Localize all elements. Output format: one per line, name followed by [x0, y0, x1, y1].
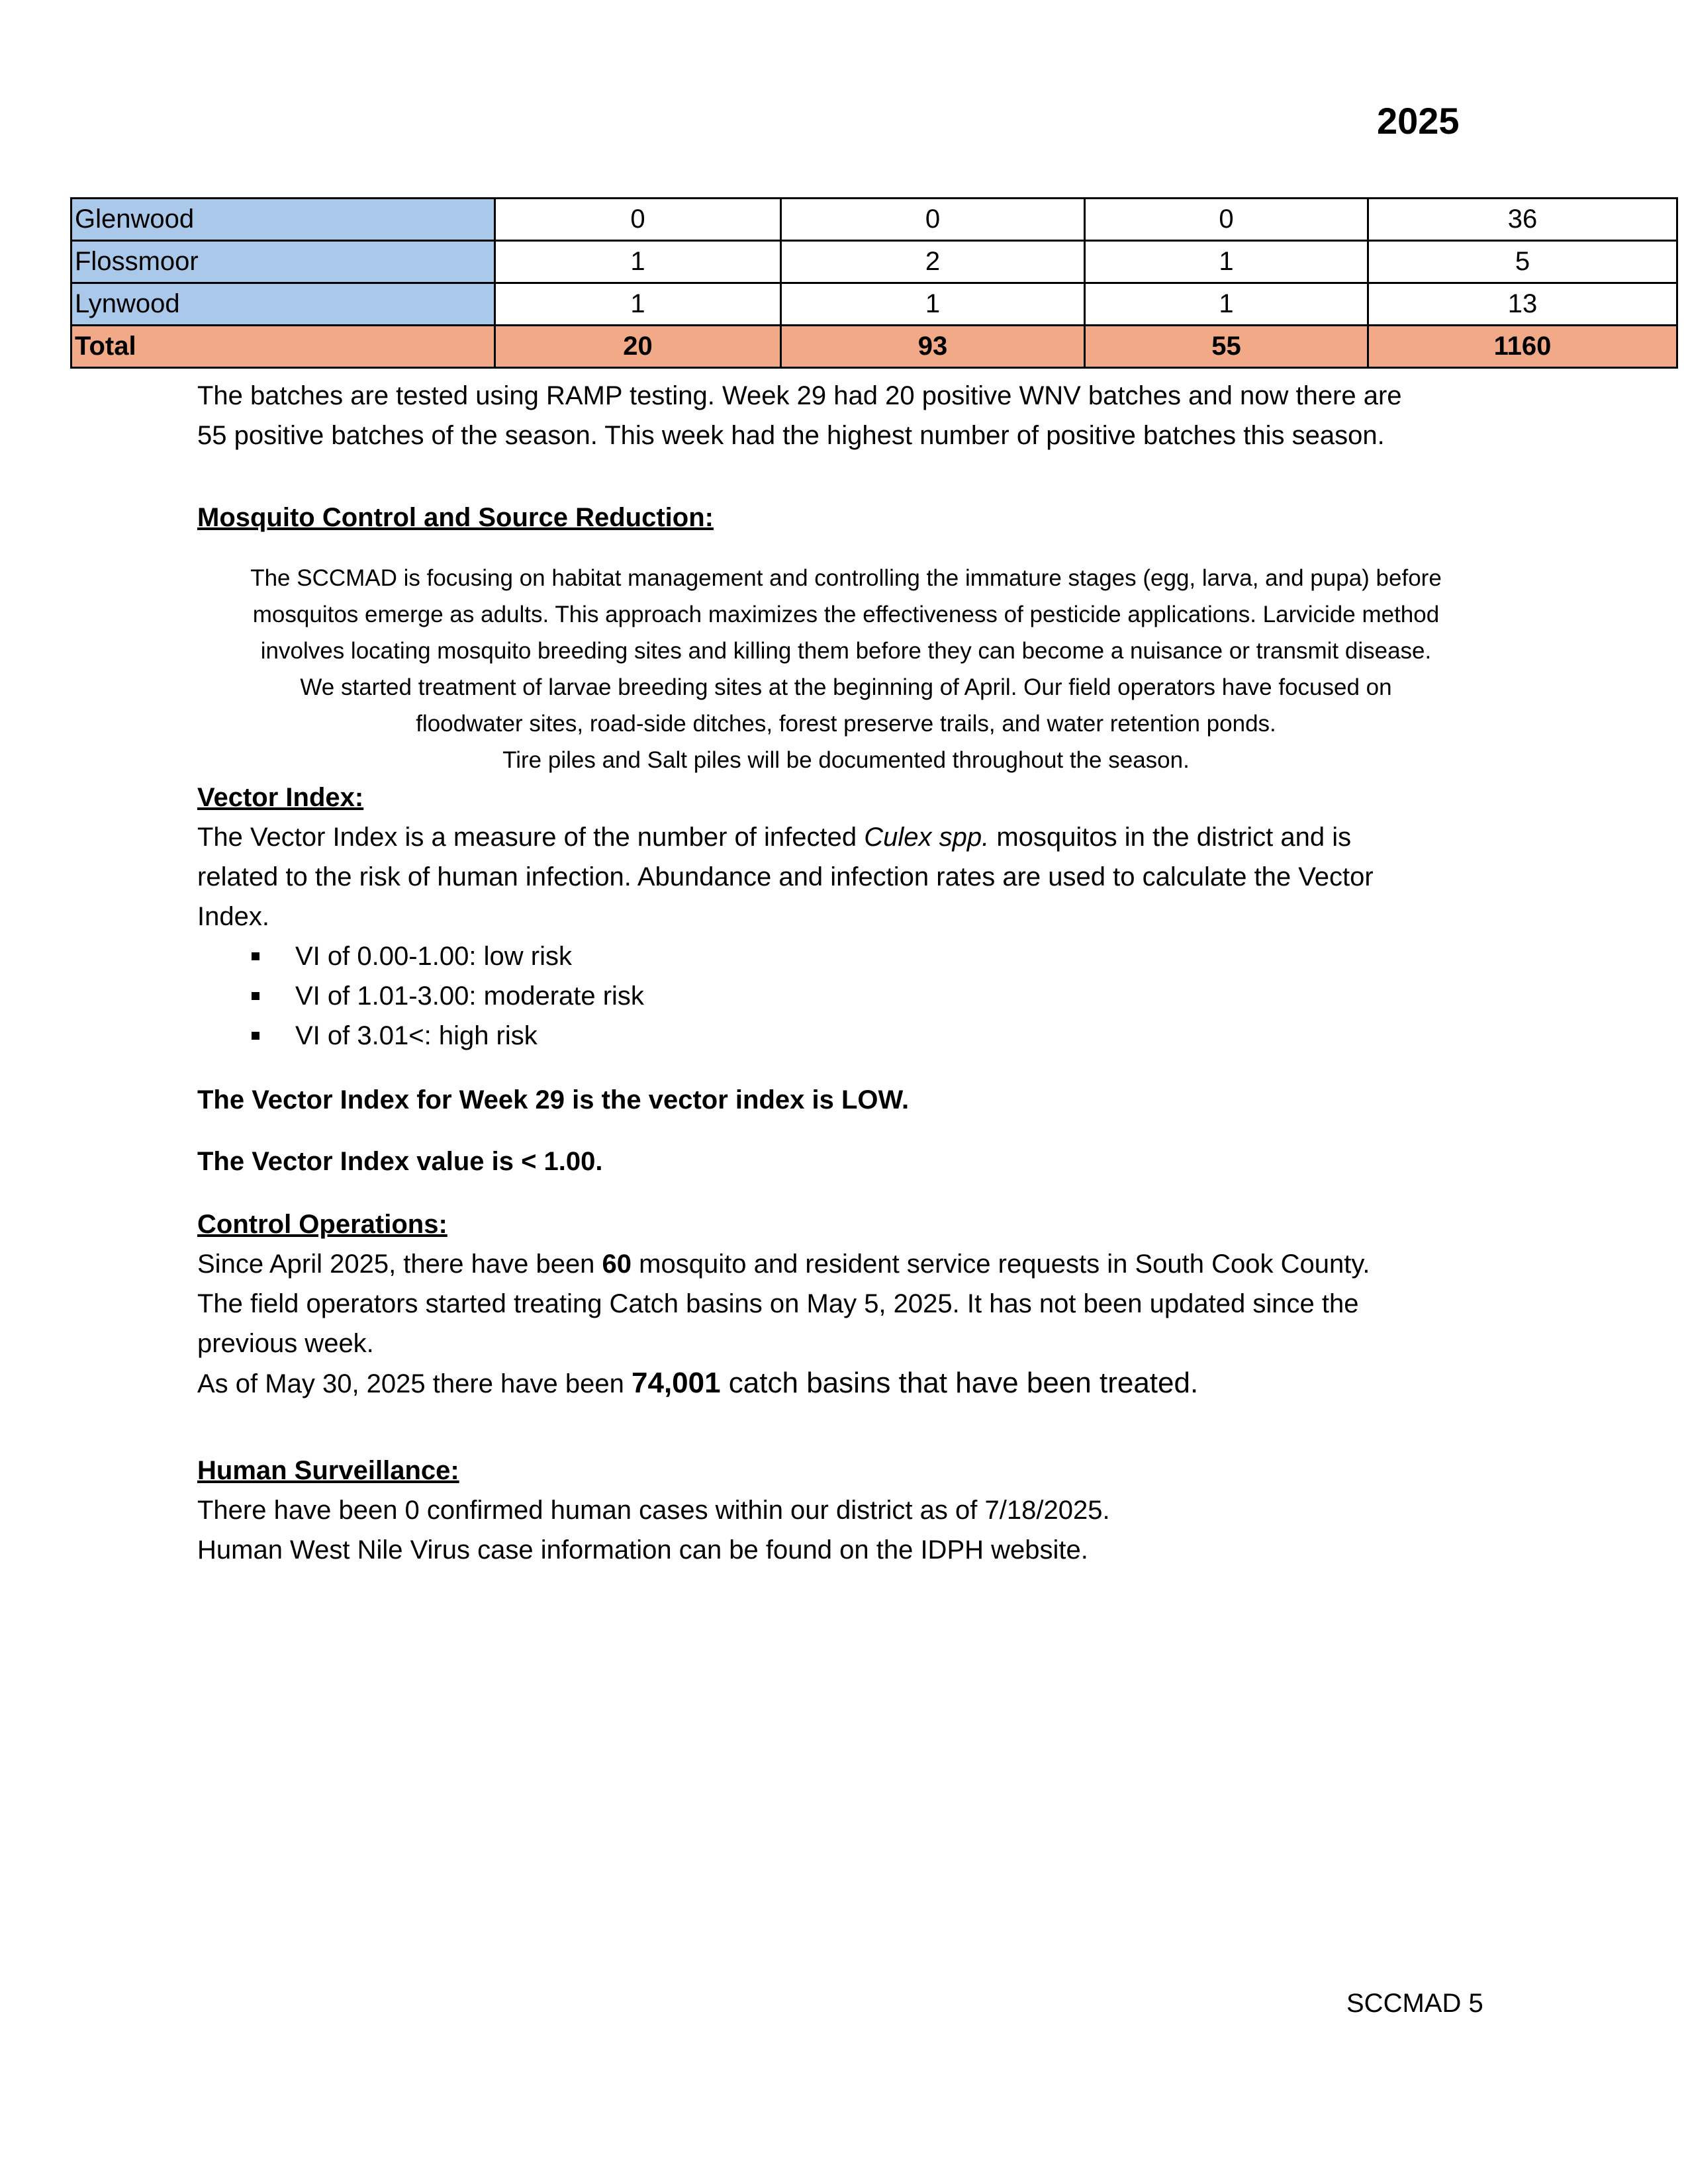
table-cell: 1 [495, 241, 781, 283]
vector-index-statement [197, 1080, 1488, 1120]
positive-batches-table [70, 197, 1678, 369]
bullet-icon [252, 992, 259, 1000]
total-label: Total [71, 326, 495, 368]
intro-line: The batches are tested using RAMP testing. Week 29 had 20 positive WNV batches and now there are [197, 381, 1402, 410]
catch-basin-count: 74,001 [632, 1367, 721, 1399]
body-line: The Vector Index is a measure of the number of infected Culex spp. mosquitos in the district and is [197, 823, 1352, 852]
town-name: Lynwood [71, 283, 495, 326]
table-cell: 13 [1368, 283, 1677, 326]
table-cell: 36 [1368, 199, 1677, 241]
body-line: previous week. [197, 1329, 374, 1358]
town-name: Flossmoor [71, 241, 495, 283]
intro-line: 55 positive batches of the season. This week had the highest number of positive batches this season. [197, 421, 1385, 450]
body-line: We started treatment of larvae breeding sites at the beginning of April. Our field operators have focused on [300, 674, 1392, 700]
table-cell: 0 [781, 199, 1085, 241]
human-surveillance-section [197, 1451, 1488, 1570]
species-name: Culex spp. [864, 823, 990, 852]
body-line: As of May 30, 2025 there have been 74,001 catch basins that have been treated. [197, 1367, 1199, 1399]
intro-paragraph [197, 376, 1488, 455]
body-line: The field operators started treating Catch basins on May 5, 2025. It has not been updated since the [197, 1289, 1359, 1318]
body-line: Index. [197, 902, 269, 931]
body-line: Tire piles and Salt piles will be documented throughout the season. [502, 747, 1190, 773]
statement-line: The Vector Index value is < 1.00. [197, 1147, 603, 1176]
table-cell: 0 [495, 199, 781, 241]
town-name: Glenwood [71, 199, 495, 241]
total-cell: 20 [495, 326, 781, 368]
control-source-body [184, 560, 1508, 778]
body-line: mosquitos emerge as adults. This approach maximizes the effectiveness of pesticide applications. Larvicide method [252, 602, 1440, 627]
list-item: VI of 1.01-3.00: moderate risk [197, 976, 1488, 1016]
table-cell: 2 [781, 241, 1085, 283]
table-row [71, 199, 1677, 241]
bullet-icon [252, 952, 259, 960]
body-line: The SCCMAD is focusing on habitat management and controlling the immature stages (egg, larva, and pupa) before [250, 565, 1442, 591]
vector-index-section [197, 778, 1488, 1056]
section-heading: Control Operations: [197, 1210, 447, 1239]
page-footer: SCCMAD 5 [1346, 1989, 1483, 2018]
body-line: There have been 0 confirmed human cases within our district as of 7/18/2025. [197, 1496, 1110, 1525]
body-line: involves locating mosquito breeding sites and killing them before they can become a nuisance or transmit disease. [260, 638, 1432, 664]
list-item: VI of 3.01<: high risk [197, 1016, 1488, 1056]
bullet-icon [252, 1032, 259, 1040]
body-line: floodwater sites, road-side ditches, forest preserve trails, and water retention ponds. [416, 711, 1276, 737]
request-count: 60 [602, 1250, 632, 1279]
risk-list [197, 936, 1488, 1056]
table-cell: 1 [1085, 283, 1368, 326]
table-cell: 1 [495, 283, 781, 326]
vector-index-value [197, 1142, 1488, 1181]
total-cell: 55 [1085, 326, 1368, 368]
total-row [71, 326, 1677, 368]
table-cell: 1 [781, 283, 1085, 326]
table-cell: 1 [1085, 241, 1368, 283]
table-row [71, 241, 1677, 283]
table-cell: 0 [1085, 199, 1368, 241]
statement-line: The Vector Index for Week 29 is the vector index is LOW. [197, 1085, 910, 1115]
table-cell: 5 [1368, 241, 1677, 283]
control-source-section [197, 498, 1488, 537]
section-heading: Human Surveillance: [197, 1456, 459, 1485]
table-row [71, 283, 1677, 326]
section-heading: Vector Index: [197, 783, 364, 812]
body-line: Since April 2025, there have been 60 mosquito and resident service requests in South Cook County. [197, 1250, 1370, 1279]
total-cell: 1160 [1368, 326, 1677, 368]
section-heading: Mosquito Control and Source Reduction: [197, 503, 714, 532]
list-item: VI of 0.00-1.00: low risk [197, 936, 1488, 976]
body-line: Human West Nile Virus case information can be found on the IDPH website. [197, 1535, 1088, 1565]
body-line: related to the risk of human infection. Abundance and infection rates are used to calculate the Vector [197, 862, 1374, 891]
total-cell: 93 [781, 326, 1085, 368]
page-year: 2025 [1377, 100, 1460, 142]
control-operations-section [197, 1205, 1488, 1404]
